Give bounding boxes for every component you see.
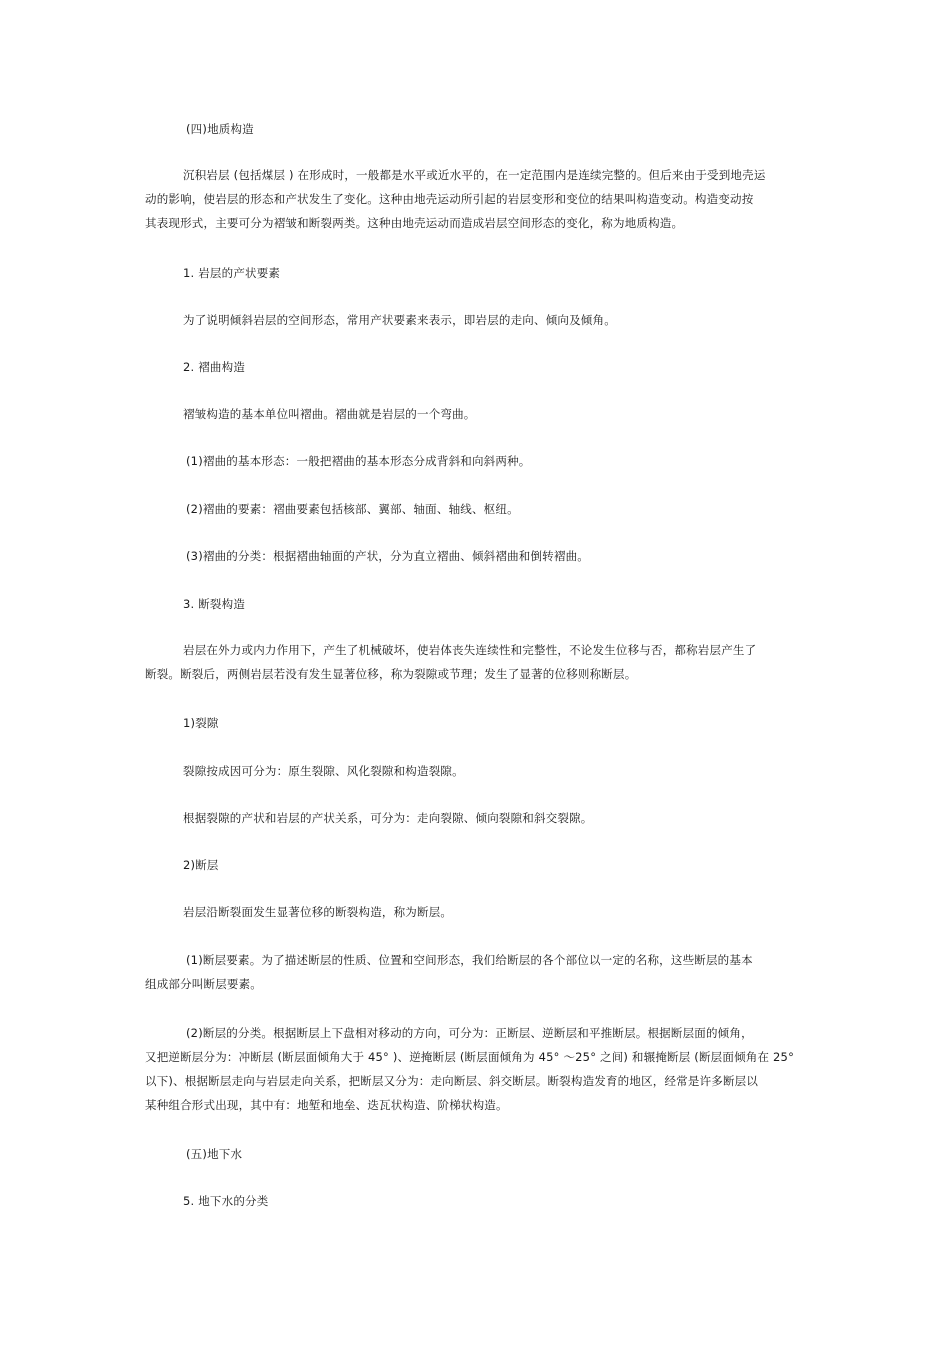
section4-heading: (四)地质构造 — [186, 122, 254, 136]
intro-line-1: 沉积岩层 (包括煤层 ) 在形成时，一般都是水平或近水平的，在一定范围内是连续完整的。但后来由于受到地壳运 — [183, 168, 766, 182]
section5-heading: (五)地下水 — [186, 1147, 243, 1161]
item5-heading: 5. 地下水的分类 — [183, 1194, 269, 1208]
item1-text: 为了说明倾斜岩层的空间形态，常用产状要素来表示，即岩层的走向、倾向及倾角。 — [183, 313, 616, 327]
fault-elements-line-2: 组成部分叫断层要素。 — [145, 977, 262, 991]
fracture-line-1: 岩层在外力或内力作用下，产生了机械破坏，使岩体丧失连续性和完整性，不论发生位移与否，都称岩层产生了 — [183, 643, 757, 657]
fault-elements-line-1: (1)断层要素。为了描述断层的性质、位置和空间形态，我们给断层的各个部位以一定的名称，这些断层的基本 — [186, 953, 753, 967]
fold-item-3: (3)褶曲的分类：根据褶曲轴面的产状，分为直立褶曲、倾斜褶曲和倒转褶曲。 — [186, 549, 589, 563]
item3-heading: 3. 断裂构造 — [183, 597, 246, 611]
fold-item-1: (1)褶曲的基本形态：一般把褶曲的基本形态分成背斜和向斜两种。 — [186, 454, 531, 468]
intro-line-2: 动的影响，使岩层的形态和产状发生了变化。这种由地壳运动所引起的岩层变形和变位的结果叫构造变动。构造变动按 — [145, 192, 754, 206]
joint-text-1: 裂隙按成因可分为：原生裂隙、风化裂隙和构造裂隙。 — [183, 764, 464, 778]
item2-text: 褶皱构造的基本单位叫褶曲。褶曲就是岩层的一个弯曲。 — [183, 407, 476, 421]
fold-item-2: (2)褶曲的要素：褶曲要素包括核部、翼部、轴面、轴线、枢纽。 — [186, 502, 519, 516]
fracture-line-2: 断裂。断裂后，两侧岩层若没有发生显著位移，称为裂隙或节理；发生了显著的位移则称断层。 — [145, 667, 637, 681]
fault-classes-line-4: 某种组合形式出现，其中有：地堑和地垒、迭瓦状构造、阶梯状构造。 — [145, 1098, 508, 1112]
fault-classes-line-2: 又把逆断层分为：冲断层 (断层面倾角大于 45° )、逆掩断层 (断层面倾角为 45° ～25° 之间) 和辗掩断层 (断层面倾角在 25° — [145, 1050, 795, 1064]
joint-text-2: 根据裂隙的产状和岩层的产状关系，可分为：走向裂隙、倾向裂隙和斜交裂隙。 — [183, 811, 593, 825]
item1-heading: 1. 岩层的产状要素 — [183, 266, 281, 280]
intro-line-3: 其表现形式，主要可分为褶皱和断裂两类。这种由地壳运动而造成岩层空间形态的变化，称为地质构造。 — [145, 216, 684, 230]
fault-classes-line-1: (2)断层的分类。根据断层上下盘相对移动的方向，可分为：正断层、逆断层和平推断层。根据断层面的倾角， — [186, 1026, 753, 1040]
fault-classes-line-3: 以下)、根据断层走向与岩层走向关系，把断层又分为：走向断层、斜交断层。断裂构造发育的地区，经常是许多断层以 — [145, 1074, 759, 1088]
fault-heading: 2)断层 — [183, 858, 219, 872]
joint-heading: 1)裂隙 — [183, 716, 219, 730]
fault-text: 岩层沿断裂面发生显著位移的断裂构造，称为断层。 — [183, 905, 453, 919]
item2-heading: 2. 褶曲构造 — [183, 360, 246, 374]
